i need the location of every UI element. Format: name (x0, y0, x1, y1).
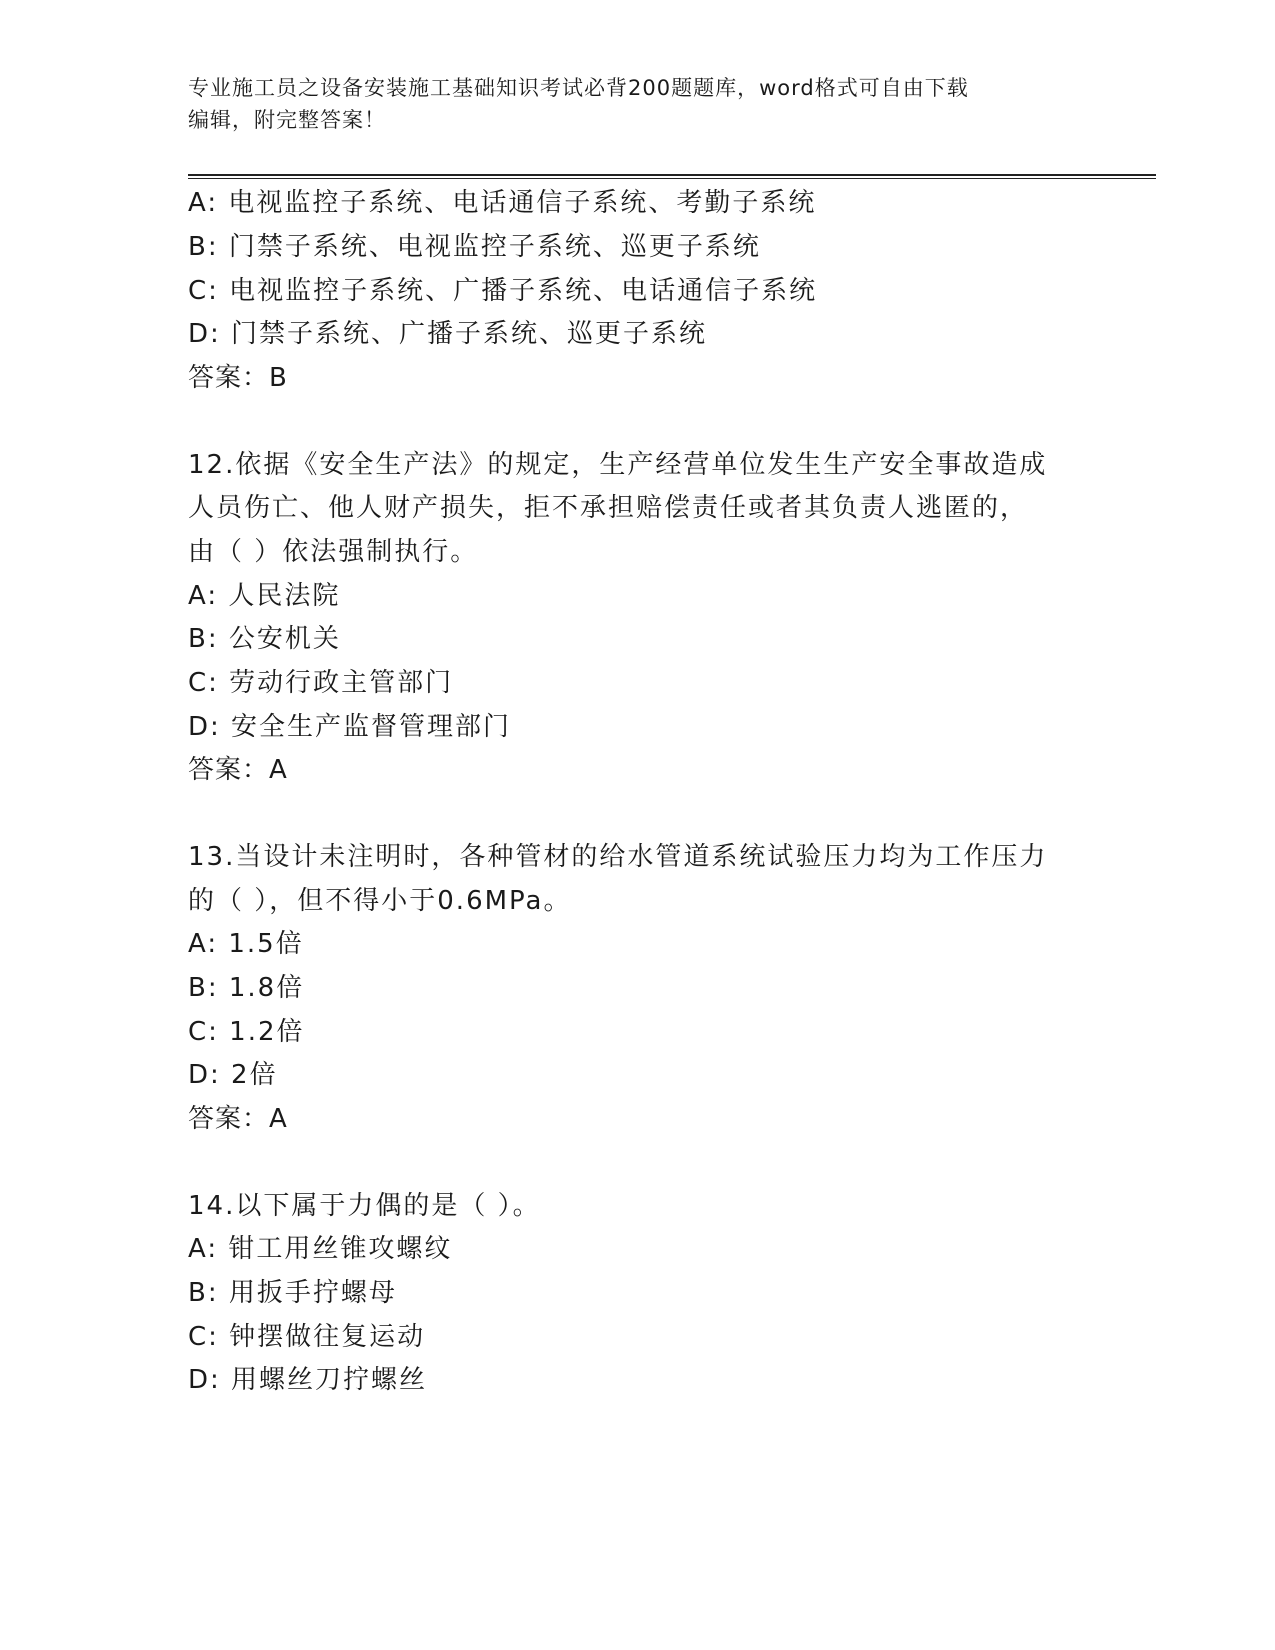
q12-option-a: A: 人民法院 (188, 581, 341, 611)
q13-stem-line-1: 13.当设计未注明时，各种管材的给水管道系统试验压力均为工作压力 (188, 842, 1048, 872)
q11-option-a: A: 电视监控子系统、电话通信子系统、考勤子系统 (188, 188, 817, 218)
document-header-line-2: 编辑，附完整答案！ (188, 108, 386, 132)
q14-stem-line-1: 14.以下属于力偶的是（ ）。 (188, 1191, 541, 1221)
q13-option-a: A: 1.5倍 (188, 929, 304, 959)
q12-option-b: B: 公安机关 (188, 624, 341, 654)
q13-option-c: C: 1.2倍 (188, 1017, 305, 1047)
q11-option-b: B: 门禁子系统、电视监控子系统、巡更子系统 (188, 232, 761, 262)
q12-answer: 答案：A (188, 755, 288, 785)
q14-option-a: A: 钳工用丝锥攻螺纹 (188, 1234, 453, 1264)
q12-option-c: C: 劳动行政主管部门 (188, 668, 454, 698)
q13-answer: 答案：A (188, 1104, 288, 1134)
q13-option-b: B: 1.8倍 (188, 973, 305, 1003)
q14-option-d: D: 用螺丝刀拧螺丝 (188, 1365, 428, 1395)
q13-stem-line-2: 的（ ），但不得小于0.6MPa。 (188, 886, 572, 916)
q12-stem-line-1: 12.依据《安全生产法》的规定，生产经营单位发生生产安全事故造成 (188, 450, 1048, 480)
q11-option-c: C: 电视监控子系统、广播子系统、电话通信子系统 (188, 276, 818, 306)
q13-option-d: D: 2倍 (188, 1060, 278, 1090)
document-header-line-1: 专业施工员之设备安装施工基础知识考试必背200题题库，word格式可自由下载 (188, 76, 969, 100)
q14-option-c: C: 钟摆做往复运动 (188, 1322, 426, 1352)
q12-stem-line-3: 由（ ）依法强制执行。 (188, 537, 479, 567)
q14-option-b: B: 用扳手拧螺母 (188, 1278, 397, 1308)
q11-answer: 答案：B (188, 363, 288, 393)
header-divider (188, 174, 1156, 179)
q12-stem-line-2: 人员伤亡、他人财产损失，拒不承担赔偿责任或者其负责人逃匿的， (188, 493, 1029, 523)
q12-option-d: D: 安全生产监督管理部门 (188, 712, 512, 742)
q11-option-d: D: 门禁子系统、广播子系统、巡更子系统 (188, 319, 708, 349)
